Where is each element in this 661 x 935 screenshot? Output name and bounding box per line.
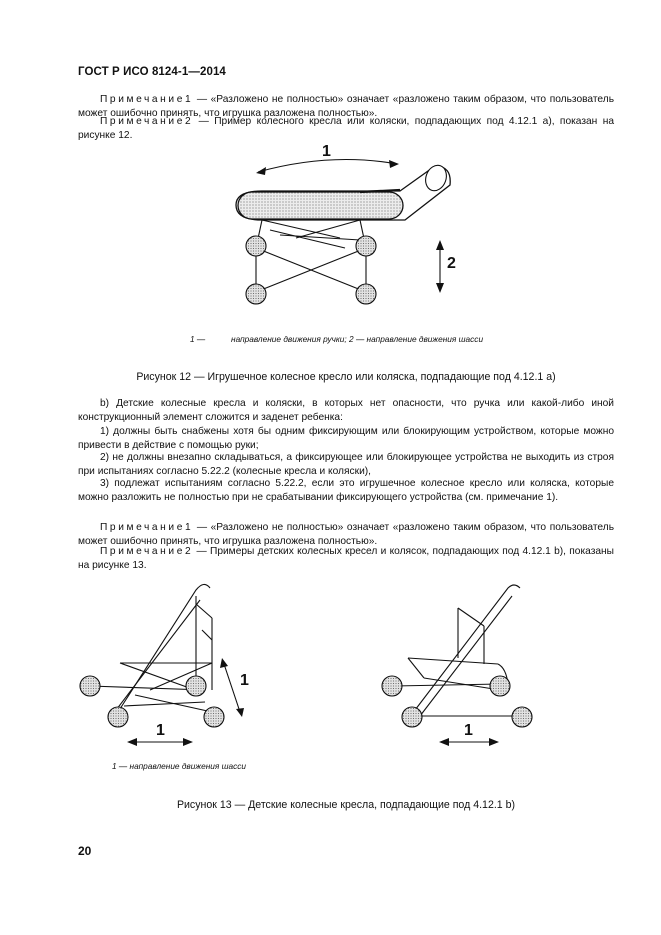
left-stroller-wheel-3 bbox=[108, 707, 128, 727]
note-1-top-text: — «Разложено не полностью» означает «разложено таким образом, что пользователь может ошибочно принять, что игрушка разложена полностью». bbox=[78, 94, 614, 119]
note-2-bottom-text: — Примеры детских колесных кресел и колясок, подпадающих под 4.12.1 b), показаны на рисунке 13. bbox=[78, 546, 614, 571]
note-1-bottom-text: — «Разложено не полностью» означает «разложено таким образом, что пользователь может ошибочно принять, что игрушка разложена полностью». bbox=[78, 522, 614, 547]
note-2-top-text: — Пример колесного кресла или коляски, подпадающих под 4.12.1 а), показан на рисунке 12. bbox=[78, 116, 614, 141]
left-stroller-wheel-4 bbox=[204, 707, 224, 727]
left-stroller-wheel-2 bbox=[186, 676, 206, 696]
figure-12-label-1: 1 bbox=[322, 143, 331, 160]
figure-13-label-left: 1 bbox=[156, 722, 165, 739]
right-stroller-wheel-2 bbox=[490, 676, 510, 696]
page-number: 20 bbox=[78, 844, 92, 858]
figure-12-legend-num: 1 — bbox=[190, 334, 206, 344]
paragraph-b-text: b) Детские колесные кресла и коляски, в которых нет опасности, что ручка или какой-либо иной конструкционный элемент сложится и заденет ребенка: bbox=[78, 398, 614, 423]
figure-13-caption: Рисунок 13 — Детские колесные кресла, подпадающие под 4.12.1 b) bbox=[176, 799, 516, 811]
figure-13-label-right: 1 bbox=[464, 722, 473, 739]
figure-12-caption: Рисунок 12 — Игрушечное колесное кресло или коляска, подпадающие под 4.12.1 а) bbox=[136, 371, 556, 383]
list-item-1-text: 1) должны быть снабжены хотя бы одним фиксирующим или блокирующим устройством, которые можно привести в действие с помощью руки; bbox=[78, 426, 614, 451]
document-header: ГОСТ Р ИСО 8124-1—2014 bbox=[78, 66, 226, 78]
note-1-bottom-label: Примечание1 bbox=[100, 522, 194, 533]
list-item-3-text: 3) подлежат испытаниям согласно 5.22.2, если это игрушечное колесное кресло или коляска, которые можно разложить не полностью при не срабатывании фиксирующего устройства (см. примечание 1). bbox=[78, 478, 614, 503]
note-1-top-label: Примечание1 bbox=[100, 94, 194, 105]
figure-12-legend-text: направление движения ручки; 2 — направление движения шасси bbox=[231, 334, 484, 344]
figure-13-label-diag: 1 bbox=[240, 672, 249, 689]
right-stroller-wheel-3 bbox=[402, 707, 422, 727]
note-2-top-label: Примечание2 bbox=[100, 116, 194, 127]
left-diagonal-arrow bbox=[224, 664, 240, 712]
note-2-bottom-label: Примечание2 bbox=[100, 546, 194, 557]
right-stroller-wheel-4 bbox=[512, 707, 532, 727]
figure-12-label-2: 2 bbox=[447, 255, 456, 272]
list-item-2-text: 2) не должны внезапно складываться, а фиксирующее или блокирующее устройства не выходить из строя при испытаниях согласно 5.22.2 (колесные кресла и коляски), bbox=[78, 452, 614, 477]
right-stroller-wheel-1 bbox=[382, 676, 402, 696]
left-stroller-wheel-1 bbox=[80, 676, 100, 696]
figure-13-legend: 1 — направление движения шасси bbox=[112, 761, 247, 771]
